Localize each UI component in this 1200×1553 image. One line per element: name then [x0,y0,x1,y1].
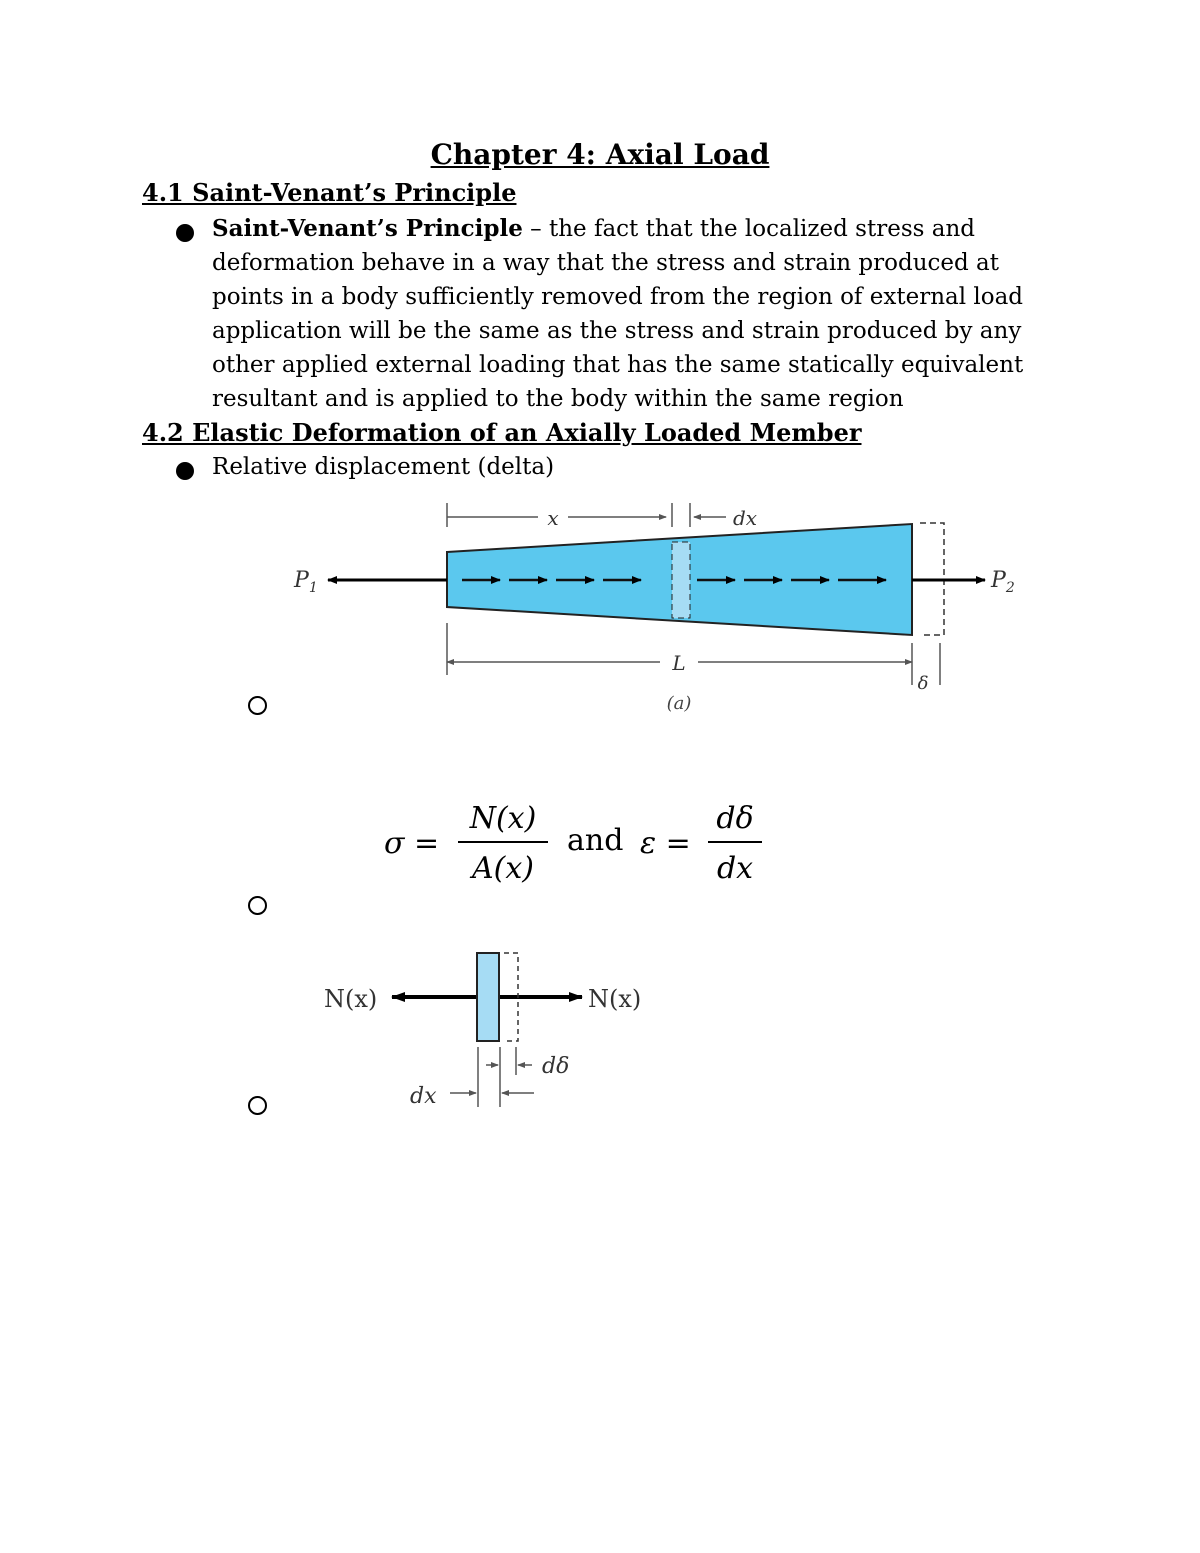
stress-strain-equation [370,790,790,900]
sub-bullet-marker [248,1096,267,1115]
eq-denominator: A(x) [472,851,534,886]
bullet-marker [176,462,194,480]
eq-denominator2: dx [716,851,754,886]
label-dx-b: dx [410,1084,437,1109]
bullet-marker [176,224,194,242]
figure-caption: (a) [666,693,692,714]
bullet-term: Saint-Venant’s Principle [212,215,523,242]
label-n-left: N(x) [324,985,378,1013]
label-n-right: N(x) [588,985,642,1013]
label-x: x [547,506,559,530]
differential-element [672,542,690,618]
element-slice [477,953,499,1041]
label-p1: $P_1$ [294,568,318,596]
figure-b-element-fbd [320,945,680,1115]
eq-epsilon: ε = [640,826,691,861]
sub-bullet-marker [248,896,267,915]
bullet-saint-venant [212,212,1052,416]
sub-bullet-marker [248,696,267,715]
eq-sigma: σ = [384,826,440,861]
section-heading-4-1: 4.1 Saint-Venant’s Principle [142,178,517,207]
bullet-definition: – the fact that the localized stress and deformation behave in a way that the stress and strain produced at points in a body sufficiently removed from the region of external load application will be the same as the stress and strain produced by any other applied external loading that has the same statically equivalent resultant and is applied to the body within the same region [212,216,1024,412]
eq-numerator: N(x) [469,801,537,836]
label-dx: dx [732,506,758,530]
label-p2: $P_2$ [991,568,1015,596]
label-delta: δ [917,673,929,694]
page-title: Chapter 4: Axial Load [430,138,770,171]
eq-and: and [567,823,624,858]
bullet-relative-displacement: Relative displacement (delta) [212,454,555,480]
figure-a-tapered-member [280,495,1040,715]
eq-numerator2: dδ [716,801,754,836]
section-heading-4-2: 4.2 Elastic Deformation of an Axially Loaded Member [142,418,862,447]
label-ddelta: dδ [542,1054,570,1079]
label-L: L [672,651,686,675]
